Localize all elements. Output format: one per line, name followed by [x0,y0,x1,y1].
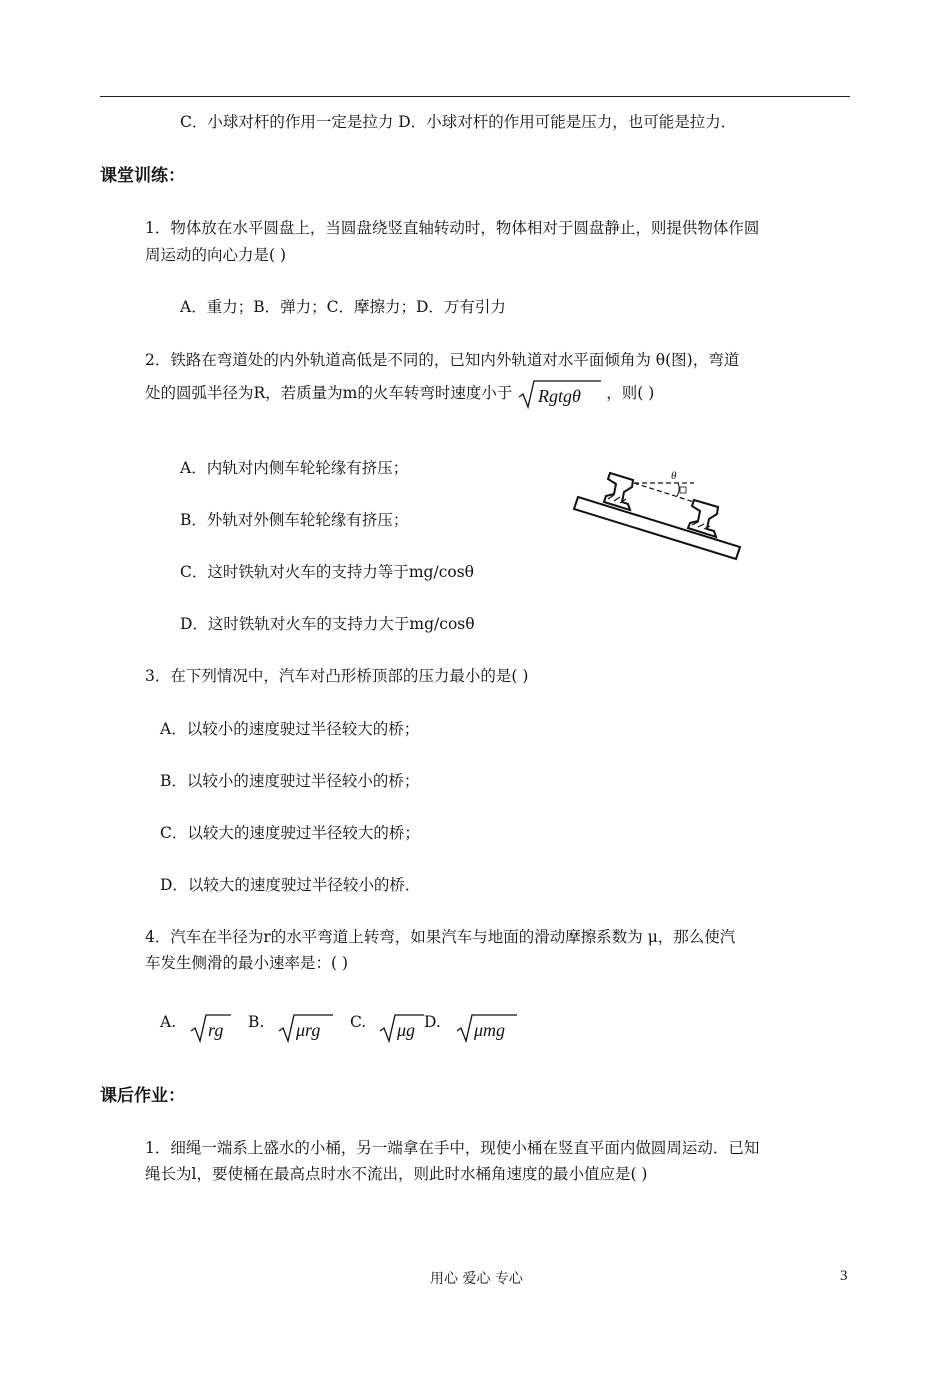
prev-question-options-cd: C．小球对杆的作用一定是拉力 D．小球对杆的作用可能是压力，也可能是拉力． [180,113,737,131]
figure-theta-label: θ [671,470,677,482]
q4-label-d: D. [424,1013,441,1031]
q4-option-d-sqrt [455,1012,517,1044]
footer-motto: 用心 爱心 专心 [430,1271,523,1287]
banked-track-figure [570,465,745,565]
section-heading-homework: 课后作业： [100,1086,185,1106]
q1-options: A．重力；B．弹力；C．摩擦力；D．万有引力 [180,298,506,316]
q4-label-c: C. [350,1013,367,1031]
section-heading-classwork: 课堂训练： [100,166,185,186]
q4-option-b-expression: μrg [296,1020,321,1040]
q2-option-c: C．这时铁轨对火车的支持力等于mg/cosθ [180,563,475,581]
q2-sqrt-formula [517,378,601,410]
q2-option-a: A．内轨对内侧车轮轮缘有挤压； [180,459,409,477]
sqrt-sign-icon [517,378,601,410]
q2-stem-text: 处的圆弧半径为R，若质量为m的火车转弯时速度小于 [145,384,513,402]
hw-q1-stem-line2: 绳长为l，要使桶在最高点时水不流出，则此时水桶角速度的最小值应是( ) [145,1165,648,1183]
header-rule [100,96,850,97]
q4-option-c-sqrt [378,1012,424,1044]
q3-option-c: C．以较大的速度驶过半径较大的桥； [160,824,420,842]
q3-option-b: B．以较小的速度驶过半径较小的桥； [160,772,420,790]
q1-stem-line1: 1．物体放在水平圆盘上，当圆盘绕竖直轴转动时，物体相对于圆盘静止，则提供物体作圆 [145,219,760,237]
q4-option-d-expression: μmg [474,1020,506,1040]
q2-option-d: D．这时铁轨对火车的支持力大于mg/cosθ [180,615,475,633]
q3-option-a: A．以较小的速度驶过半径较大的桥； [160,720,420,738]
q3-stem: 3．在下列情况中，汽车对凸形桥顶部的压力最小的是( ) [145,667,529,685]
q4-stem-line2: 车发生侧滑的最小速率是：( ) [145,954,349,972]
q4-label-a: A. [160,1013,177,1031]
q2-sqrt-expression: Rgtgθ [538,386,582,406]
q4-option-a-expression: rg [208,1020,224,1040]
q1-stem-line2: 周运动的向心力是( ) [145,246,287,264]
q3-option-d: D．以较大的速度驶过半径较小的桥． [160,876,421,894]
hw-q1-stem-line1: 1．细绳一端系上盛水的小桶，另一端拿在手中，现使小桶在竖直平面内做圆周运动．已知 [145,1139,760,1157]
q2-stem-line1: 2．铁路在弯道处的内外轨道高低是不同的，已知内外轨道对水平面倾角为 θ(图)，弯道 [145,351,740,369]
q2-stem-line2 [145,378,654,410]
q4-label-b: B. [248,1013,265,1031]
q4-stem-line1: 4．汽车在半径为r的水平弯道上转弯，如果汽车与地面的滑动摩擦系数为 μ，那么使汽 [145,928,736,946]
q2-stem-tail: ，则( ) [606,384,655,402]
q2-option-b: B．外轨对外侧车轮轮缘有挤压； [180,511,409,529]
q4-option-b-sqrt [277,1012,333,1044]
q4-option-a-sqrt [189,1012,231,1044]
q4-option-c-expression: μg [397,1020,416,1040]
page-number: 3 [840,1268,848,1284]
